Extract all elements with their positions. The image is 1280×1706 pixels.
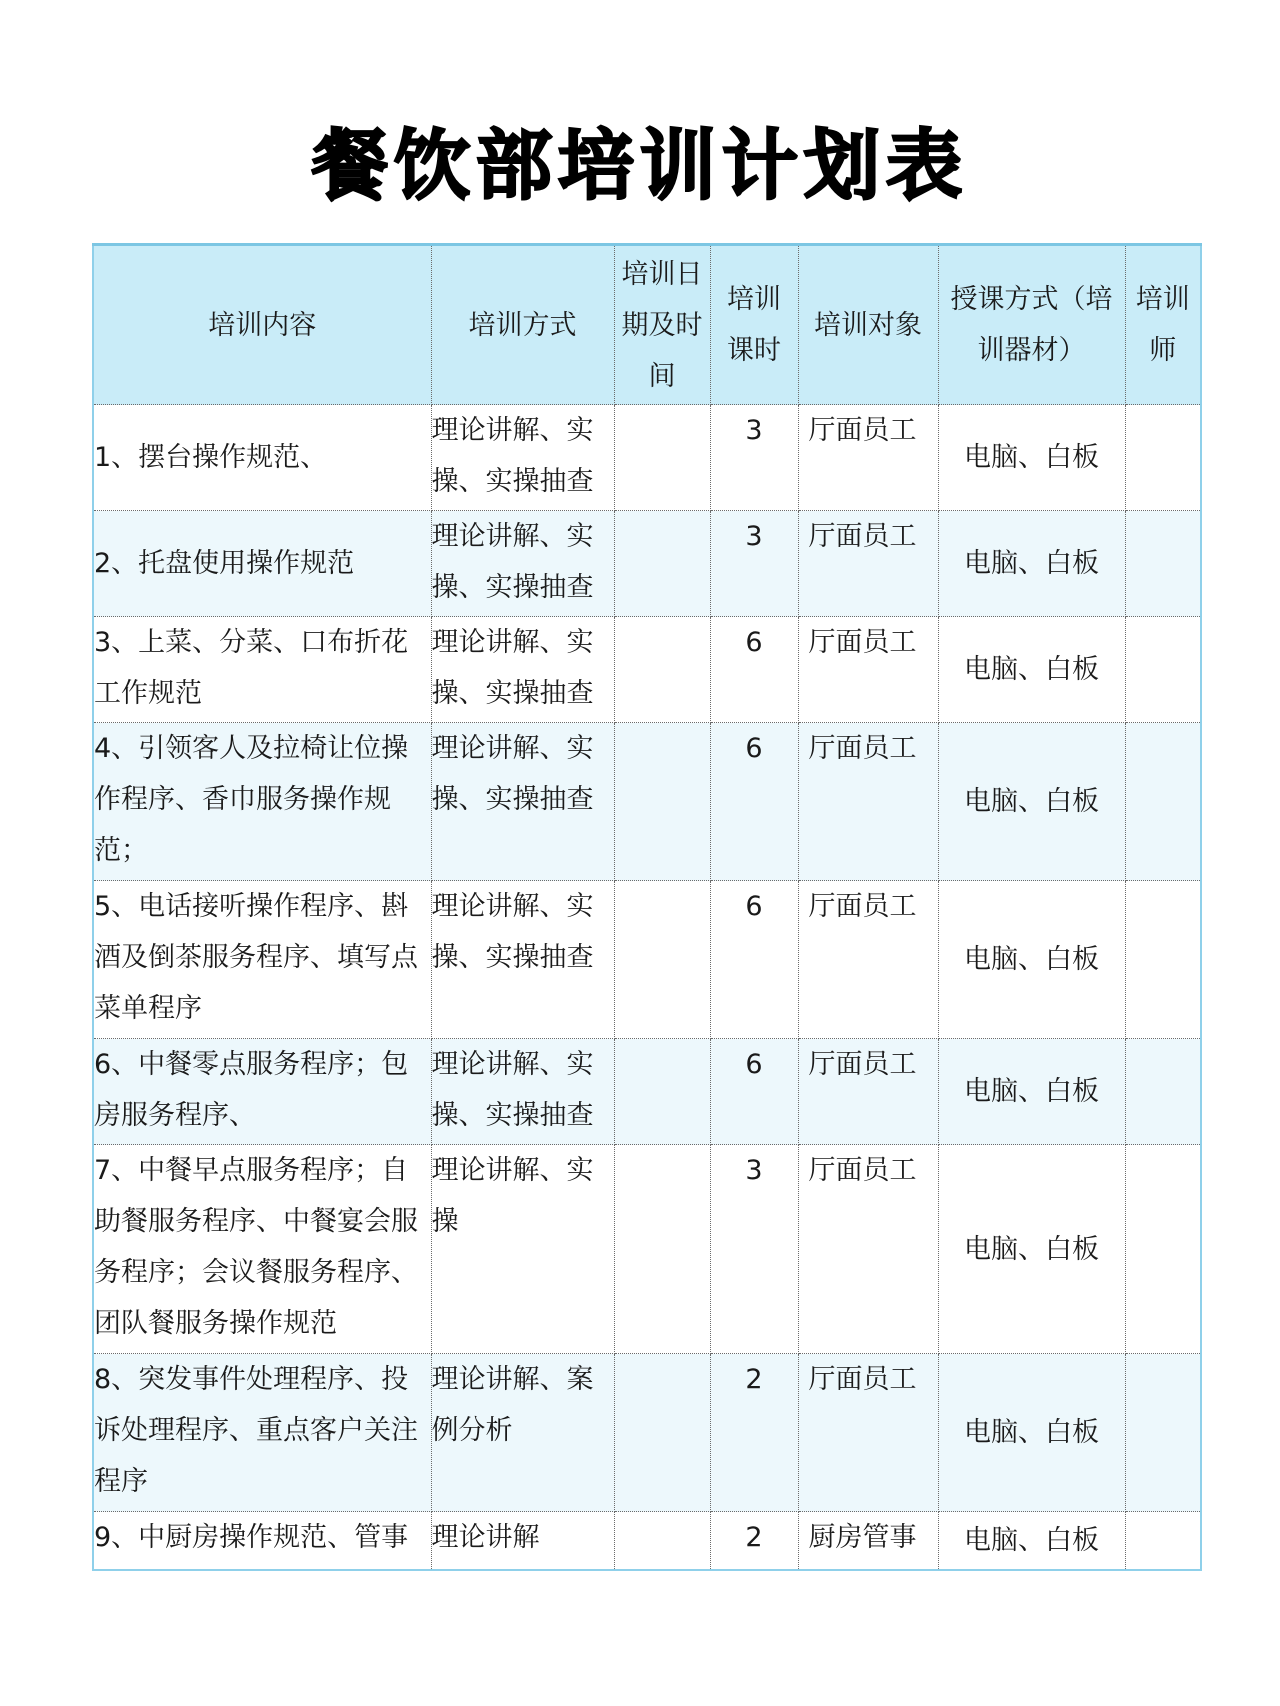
cell-target: 厅面员工 <box>798 881 938 1039</box>
header-method: 培训方式 <box>431 245 614 405</box>
cell-date <box>614 617 710 723</box>
header-hours: 培训课时 <box>710 245 798 405</box>
cell-hours: 6 <box>710 1039 798 1145</box>
header-teacher: 培训师 <box>1125 245 1201 405</box>
cell-target: 厅面员工 <box>798 617 938 723</box>
cell-mode: 电脑、白板 <box>938 1354 1125 1512</box>
cell-teacher <box>1125 723 1201 881</box>
cell-mode: 电脑、白板 <box>938 511 1125 617</box>
cell-hours: 2 <box>710 1512 798 1570</box>
cell-hours: 6 <box>710 881 798 1039</box>
cell-mode: 电脑、白板 <box>938 723 1125 881</box>
cell-hours: 3 <box>710 405 798 511</box>
header-date: 培训日期及时间 <box>614 245 710 405</box>
cell-method: 理论讲解、实操、实操抽查 <box>431 723 614 881</box>
cell-date <box>614 1354 710 1512</box>
cell-content: 5、电话接听操作程序、斟酒及倒茶服务程序、填写点菜单程序 <box>93 881 431 1039</box>
cell-mode: 电脑、白板 <box>938 405 1125 511</box>
cell-teacher <box>1125 1039 1201 1145</box>
cell-mode: 电脑、白板 <box>938 1145 1125 1354</box>
cell-teacher <box>1125 511 1201 617</box>
cell-mode: 电脑、白板 <box>938 881 1125 1039</box>
cell-hours: 3 <box>710 1145 798 1354</box>
cell-method: 理论讲解、实操、实操抽查 <box>431 617 614 723</box>
cell-hours: 2 <box>710 1354 798 1512</box>
cell-method: 理论讲解 <box>431 1512 614 1570</box>
cell-hours: 3 <box>710 511 798 617</box>
table-header-row <box>93 245 1201 405</box>
cell-method: 理论讲解、实操、实操抽查 <box>431 511 614 617</box>
cell-method: 理论讲解、实操、实操抽查 <box>431 1039 614 1145</box>
cell-method: 理论讲解、实操、实操抽查 <box>431 881 614 1039</box>
header-mode: 授课方式（培训器材） <box>938 245 1125 405</box>
cell-content: 7、中餐早点服务程序；自助餐服务程序、中餐宴会服务程序；会议餐服务程序、团队餐服务操作规范 <box>93 1145 431 1354</box>
table-row <box>93 1354 1201 1512</box>
table-row <box>93 617 1201 723</box>
cell-teacher <box>1125 617 1201 723</box>
table-row <box>93 723 1201 881</box>
cell-date <box>614 405 710 511</box>
cell-content: 1、摆台操作规范、 <box>93 405 431 511</box>
training-plan-table <box>92 243 1202 1571</box>
cell-teacher <box>1125 405 1201 511</box>
cell-content: 8、突发事件处理程序、投诉处理程序、重点客户关注程序 <box>93 1354 431 1512</box>
cell-target: 厨房管事 <box>798 1512 938 1570</box>
table-row <box>93 1145 1201 1354</box>
header-target: 培训对象 <box>798 245 938 405</box>
cell-hours: 6 <box>710 723 798 881</box>
table-row <box>93 881 1201 1039</box>
cell-date <box>614 723 710 881</box>
cell-mode: 电脑、白板 <box>938 1512 1125 1570</box>
cell-date <box>614 511 710 617</box>
cell-target: 厅面员工 <box>798 1039 938 1145</box>
table-row <box>93 511 1201 617</box>
table-row <box>93 1512 1201 1570</box>
cell-date <box>614 1512 710 1570</box>
cell-teacher <box>1125 1354 1201 1512</box>
cell-content: 4、引领客人及拉椅让位操作程序、香巾服务操作规范； <box>93 723 431 881</box>
cell-mode: 电脑、白板 <box>938 617 1125 723</box>
cell-mode: 电脑、白板 <box>938 1039 1125 1145</box>
page-title: 餐饮部培训计划表 <box>312 121 968 210</box>
table-row <box>93 405 1201 511</box>
cell-content: 9、中厨房操作规范、管事 <box>93 1512 431 1570</box>
table-row <box>93 1039 1201 1145</box>
cell-target: 厅面员工 <box>798 1145 938 1354</box>
cell-method: 理论讲解、案例分析 <box>431 1354 614 1512</box>
cell-teacher <box>1125 1512 1201 1570</box>
cell-date <box>614 1145 710 1354</box>
cell-content: 6、中餐零点服务程序；包房服务程序、 <box>93 1039 431 1145</box>
header-content: 培训内容 <box>93 245 431 405</box>
cell-date <box>614 1039 710 1145</box>
cell-content: 2、托盘使用操作规范 <box>93 511 431 617</box>
cell-teacher <box>1125 881 1201 1039</box>
cell-hours: 6 <box>710 617 798 723</box>
cell-method: 理论讲解、实操 <box>431 1145 614 1354</box>
cell-target: 厅面员工 <box>798 511 938 617</box>
cell-method: 理论讲解、实操、实操抽查 <box>431 405 614 511</box>
cell-target: 厅面员工 <box>798 1354 938 1512</box>
cell-date <box>614 881 710 1039</box>
cell-teacher <box>1125 1145 1201 1354</box>
cell-target: 厅面员工 <box>798 405 938 511</box>
cell-content: 3、上菜、分菜、口布折花工作规范 <box>93 617 431 723</box>
cell-target: 厅面员工 <box>798 723 938 881</box>
